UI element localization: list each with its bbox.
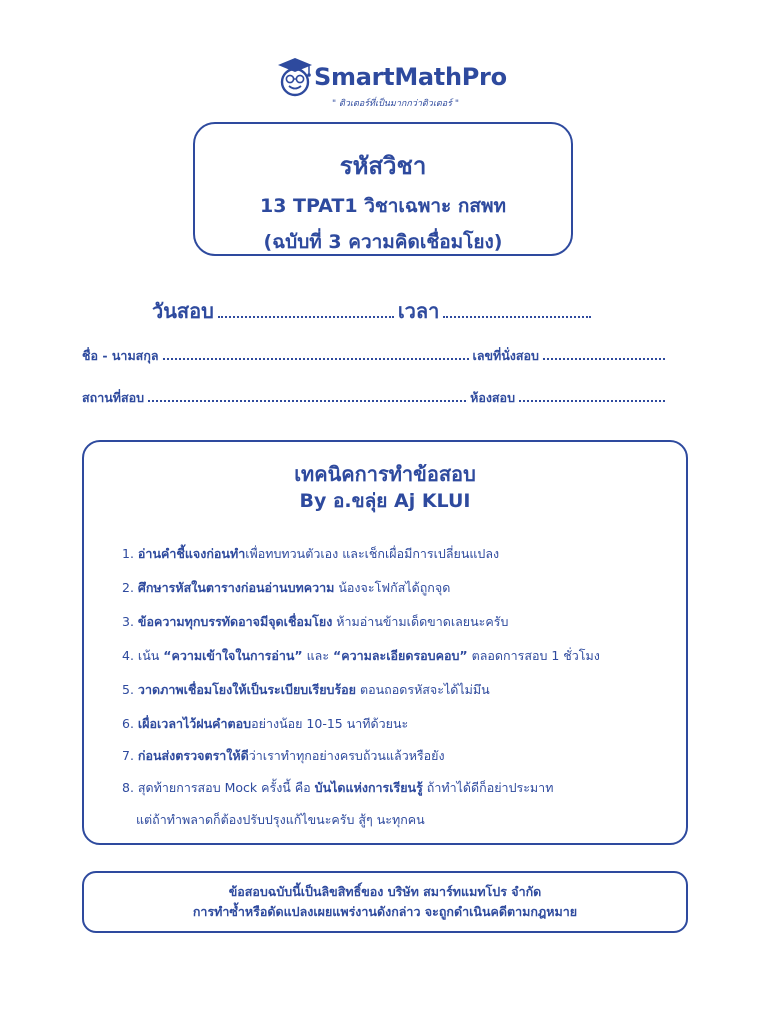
tip-item: 4. เน้น “ความเข้าใจในการอ่าน” และ “ความละเอียดรอบคอบ” ตลอดการสอบ 1 ชั่วโมง [122, 648, 600, 663]
brand-logo [270, 52, 510, 112]
seat-number-field[interactable] [543, 357, 665, 360]
tip-item: 1. อ่านคำชี้แจงก่อนทำเพื่อทบทวนตัวเอง และเช็กเผื่อมีการเปลี่ยนแปลง [122, 546, 500, 561]
full-name-field[interactable] [163, 357, 469, 360]
exam-place-field[interactable] [148, 399, 466, 402]
seat-number-label: เลขที่นั่งสอบ [472, 348, 539, 363]
tip-item-continuation: แต่ถ้าทำพลาดก็ต้องปรับปรุงแก้ไขนะครับ สู้ๆ นะทุกคน [136, 812, 425, 827]
brand-tagline: " ติวเตอร์ที่เป็นมากกว่าติวเตอร์ " [332, 99, 459, 109]
place-room-row [82, 388, 669, 408]
tip-item: 2. ศึกษารหัสในตารางก่อนอ่านบทความ น้องจะโฟกัสได้ถูกจุด [122, 580, 451, 595]
exam-time-label: เวลา [397, 299, 440, 323]
full-name-label: ชื่อ - นามสกุล [82, 348, 159, 363]
exam-place-label: สถานที่สอบ [82, 390, 145, 405]
techniques-author: By อ.ขลุ่ย Aj KLUI [299, 490, 471, 512]
exam-time-field[interactable] [443, 315, 591, 318]
legal-warning-line: การทำซ้ำหรือดัดแปลงเผยแพร่งานดังกล่าว จะถูกดำเนินคดีตามกฎหมาย [192, 904, 578, 919]
tip-item: 3. ข้อความทุกบรรทัดอาจมีจุดเชื่อมโยง ห้ามอ่านข้ามเด็ดขาดเลยนะครับ [122, 614, 509, 629]
copyright-notice-box [82, 871, 688, 933]
graduate-owl-icon [276, 56, 314, 98]
copyright-line: ข้อสอบฉบับนี้เป็นลิขสิทธิ์ของ บริษัท สมาร์ทแมทโปร จำกัด [228, 884, 542, 899]
subject-code-title: รหัสวิชา [339, 152, 427, 180]
name-seat-row [82, 346, 669, 366]
subject-code-box [193, 122, 573, 256]
brand-name: SmartMathPro [314, 63, 507, 91]
exam-room-field[interactable] [519, 399, 665, 402]
techniques-title: เทคนิคการทำข้อสอบ [294, 462, 476, 486]
subject-name: 13 TPAT1 วิชาเฉพาะ กสพท [259, 195, 507, 217]
tip-item: 7. ก่อนส่งตรวจตราให้ดีว่าเราทำทุกอย่างครบถ้วนแล้วหรือยัง [122, 748, 445, 763]
exam-date-time-row [152, 295, 595, 327]
tip-item: 8. สุดท้ายการสอบ Mock ครั้งนี้ คือ บันไดแห่งการเรียนรู้ ถ้าทำได้ดีก็อย่าประมาท [122, 780, 554, 795]
tip-item: 5. วาดภาพเชื่อมโยงให้เป็นระเบียบเรียบร้อย ตอนถอดรหัสจะได้ไม่มึน [122, 682, 490, 697]
exam-date-label: วันสอบ [152, 299, 214, 323]
exam-date-field[interactable] [218, 315, 394, 318]
tip-item: 6. เผื่อเวลาไว้ฝนคำตอบอย่างน้อย 10-15 นาทีด้วยนะ [122, 716, 409, 731]
subject-edition: (ฉบับที่ 3 ความคิดเชื่อมโยง) [263, 231, 503, 253]
exam-room-label: ห้องสอบ [470, 390, 515, 405]
exam-techniques-box [82, 440, 688, 845]
